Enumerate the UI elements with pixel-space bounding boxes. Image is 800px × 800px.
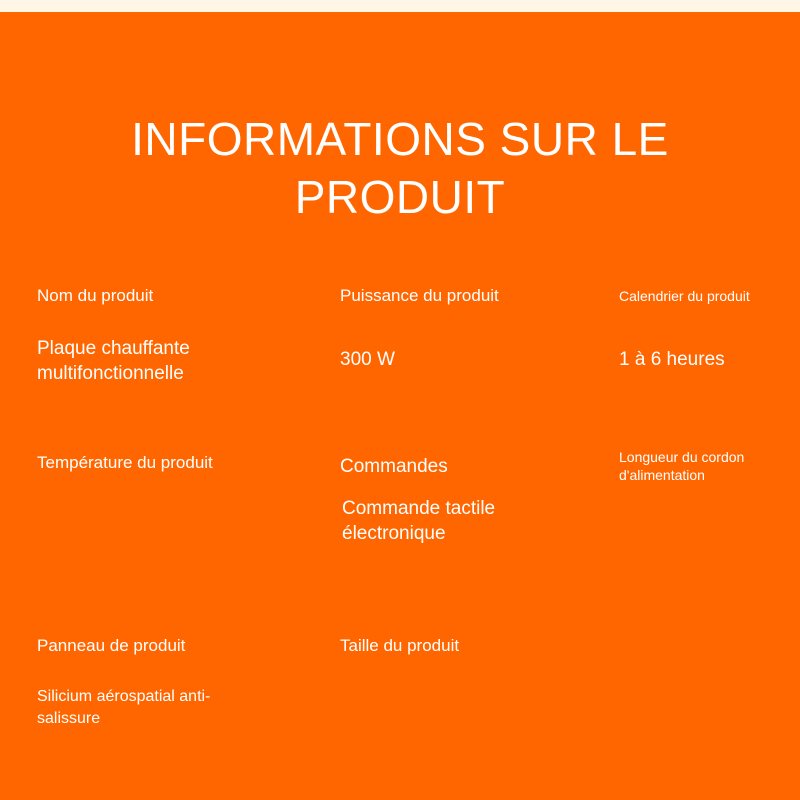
spec-label-cord-length-line-2: d'alimentation [619, 467, 705, 483]
spec-value-power: 300 W [340, 349, 395, 370]
spec-label-panel: Panneau de produit [37, 636, 186, 655]
page-title-line-2: PRODUIT [294, 171, 506, 223]
spec-value-panel-line-2: salissure [37, 710, 101, 727]
spec-value-panel-line-1: Silicium aérospatial anti- [37, 688, 211, 705]
spec-value-schedule: 1 à 6 heures [619, 349, 725, 370]
top-strip [0, 0, 800, 12]
page-title-line-1: INFORMATIONS SUR LE [131, 113, 669, 165]
spec-label-power: Puissance du produit [340, 286, 499, 305]
spec-label-name: Nom du produit [37, 286, 154, 305]
page-title [0, 110, 800, 226]
spec-label-controls: Commandes [340, 456, 448, 477]
spec-label-cord-length-line-1: Longueur du cordon [619, 449, 745, 465]
spec-value-name-line-1: Plaque chauffante [37, 338, 190, 359]
spec-label-size: Taille du produit [340, 636, 460, 655]
spec-label-temperature: Température du produit [37, 453, 213, 472]
spec-label-schedule: Calendrier du produit [619, 288, 750, 304]
spec-value-controls-line-2: électronique [342, 523, 446, 544]
spec-value-name-line-2: multifonctionnelle [37, 363, 184, 384]
spec-value-controls-line-1: Commande tactile [342, 498, 496, 519]
